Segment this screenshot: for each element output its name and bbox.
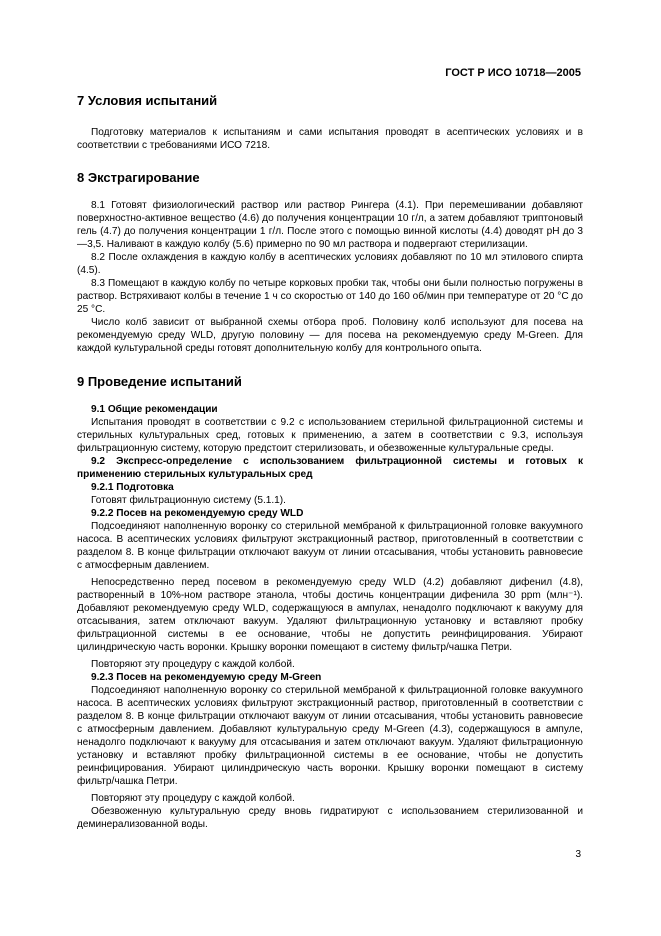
- section-9-2-1-heading: 9.2.1 Подготовка: [91, 482, 174, 493]
- section-7-paragraph: Подготовку материалов к испытаниям и сами испытания проводят в асептических условиях и в соответствии с требованиями ИСО 7218.: [77, 127, 583, 151]
- page-number: 3: [575, 849, 581, 860]
- section-9-2-3-paragraph-c: Обезвоженную культуральную среду вновь гидратируют с использованием стерилизованной и деминерализованной воды.: [77, 806, 583, 830]
- section-9-title: 9 Проведение испытаний: [77, 374, 242, 389]
- section-8-1: 8.1 Готовят физиологический раствор или раствор Рингера (4.1). При перемешивании добавляют поверхностно-активное вещество (4.6) до получения концентрации 10 г/л, а затем добавляют триптоновый гель (4.7) до получения концентрации 1 г/л. После этого с помощью винной кислоты (4.4) доводят pH до 3—3,5. Наливают в каждую колбу (5.6) примерно по 90 мл раствора и подвергают стерилизации.: [77, 200, 583, 250]
- section-9-2-3-paragraph-a: Подсоединяют наполненную воронку со стерильной мембраной к фильтрационной головке вакуумного насоса. В асептических условиях фильтруют экстракционный раствор, приготовленный в соответствии с разделом 8. В конце фильтрации отключают вакуум от линии отсасывания, чтобы установить равновесие с атмосферным давлением. Добавляют культуральную среду M-Green (4.3), содержащуюся в ампуле, ненадолго подключают к вакууму для отсасывания и затем отключают вакуум. Удаляют фильтрационную установку и вставляют пробку фильтрационной системы в ее основание, чтобы не допустить реинфицирования. Убирают цилиндрическую часть воронки. Крышку воронки помещают в систему фильтр/чашка Петри.: [77, 685, 583, 787]
- section-8-note: Число колб зависит от выбранной схемы отбора проб. Половину колб используют для посева на рекомендуемую среду WLD, другую половину — для посева на рекомендуемую среду M-Green. Для каждой культуральной среды готовят дополнительную колбу для контрольного опыта.: [77, 317, 583, 354]
- section-8-3: 8.3 Помещают в каждую колбу по четыре корковых пробки так, чтобы они были полностью погружены в раствор. Встряхивают колбы в течение 1 ч со скоростью от 140 до 160 об/мин при температуре от 20 °С до 25 °С.: [77, 278, 583, 315]
- section-9-2-2-heading: 9.2.2 Посев на рекомендуемую среду WLD: [91, 508, 304, 519]
- section-9-2-2-paragraph-a: Подсоединяют наполненную воронку со стерильной мембраной к фильтрационной головке вакуумного насоса. В асептических условиях фильтруют экстракционный раствор, приготовленный в соответствии с разделом 8. В конце фильтрации отключают вакуум от линии отсасывания, чтобы установить равновесие с атмосферным давлением.: [77, 521, 583, 571]
- document-header-id: ГОСТ Р ИСО 10718—2005: [445, 67, 581, 79]
- section-8-title: 8 Экстрагирование: [77, 170, 200, 185]
- section-9-1-heading: 9.1 Общие рекомендации: [91, 404, 218, 415]
- section-9-2-2-paragraph-b: Непосредственно перед посевом в рекомендуемую среду WLD (4.2) добавляют дифенил (4.8), растворенный в 10%-ном растворе этанола, чтобы достичь концентрации дифенила 30 ppm (млн⁻¹). Добавляют рекомендуемую среду WLD, содержащуюся в ампулах, ненадолго подключают к вакууму для отсасывания, затем отключают вакуум. Удаляют фильтрационную установку и вставляют пробку фильтрационной системы в ее основание, чтобы не допустить реинфицирования. Убирают цилиндрическую часть воронки. Крышку воронки помещают в систему фильтр/чашка Петри.: [77, 577, 583, 653]
- document-body: [77, 93, 583, 831]
- section-7-title: 7 Условия испытаний: [77, 93, 218, 108]
- section-9-1-paragraph: Испытания проводят в соответствии с 9.2 с использованием стерильной фильтрационной системы и стерильных культуральных сред, готовых к применению, а затем в соответствии с 9.3, используя фильтрационную систему, которую предстоит стерилизовать, и обезвоженные культуральные среды.: [77, 417, 583, 454]
- section-8-2: 8.2 После охлаждения в каждую колбу в асептических условиях добавляют по 10 мл этилового спирта (4.5).: [77, 252, 583, 276]
- section-9-2-heading: 9.2 Экспресс-определение с использованием фильтрационной системы и готовых к применению стерильных культуральных сред: [77, 456, 583, 480]
- section-9-2-3-paragraph-b: Повторяют эту процедуру с каждой колбой.: [91, 793, 295, 804]
- section-9-2-1-paragraph: Готовят фильтрационную систему (5.1.1).: [91, 495, 286, 506]
- section-9-2-2-paragraph-c: Повторяют эту процедуру с каждой колбой.: [91, 659, 295, 670]
- section-9-2-3-heading: 9.2.3 Посев на рекомендуемую среду M-Green: [91, 672, 322, 683]
